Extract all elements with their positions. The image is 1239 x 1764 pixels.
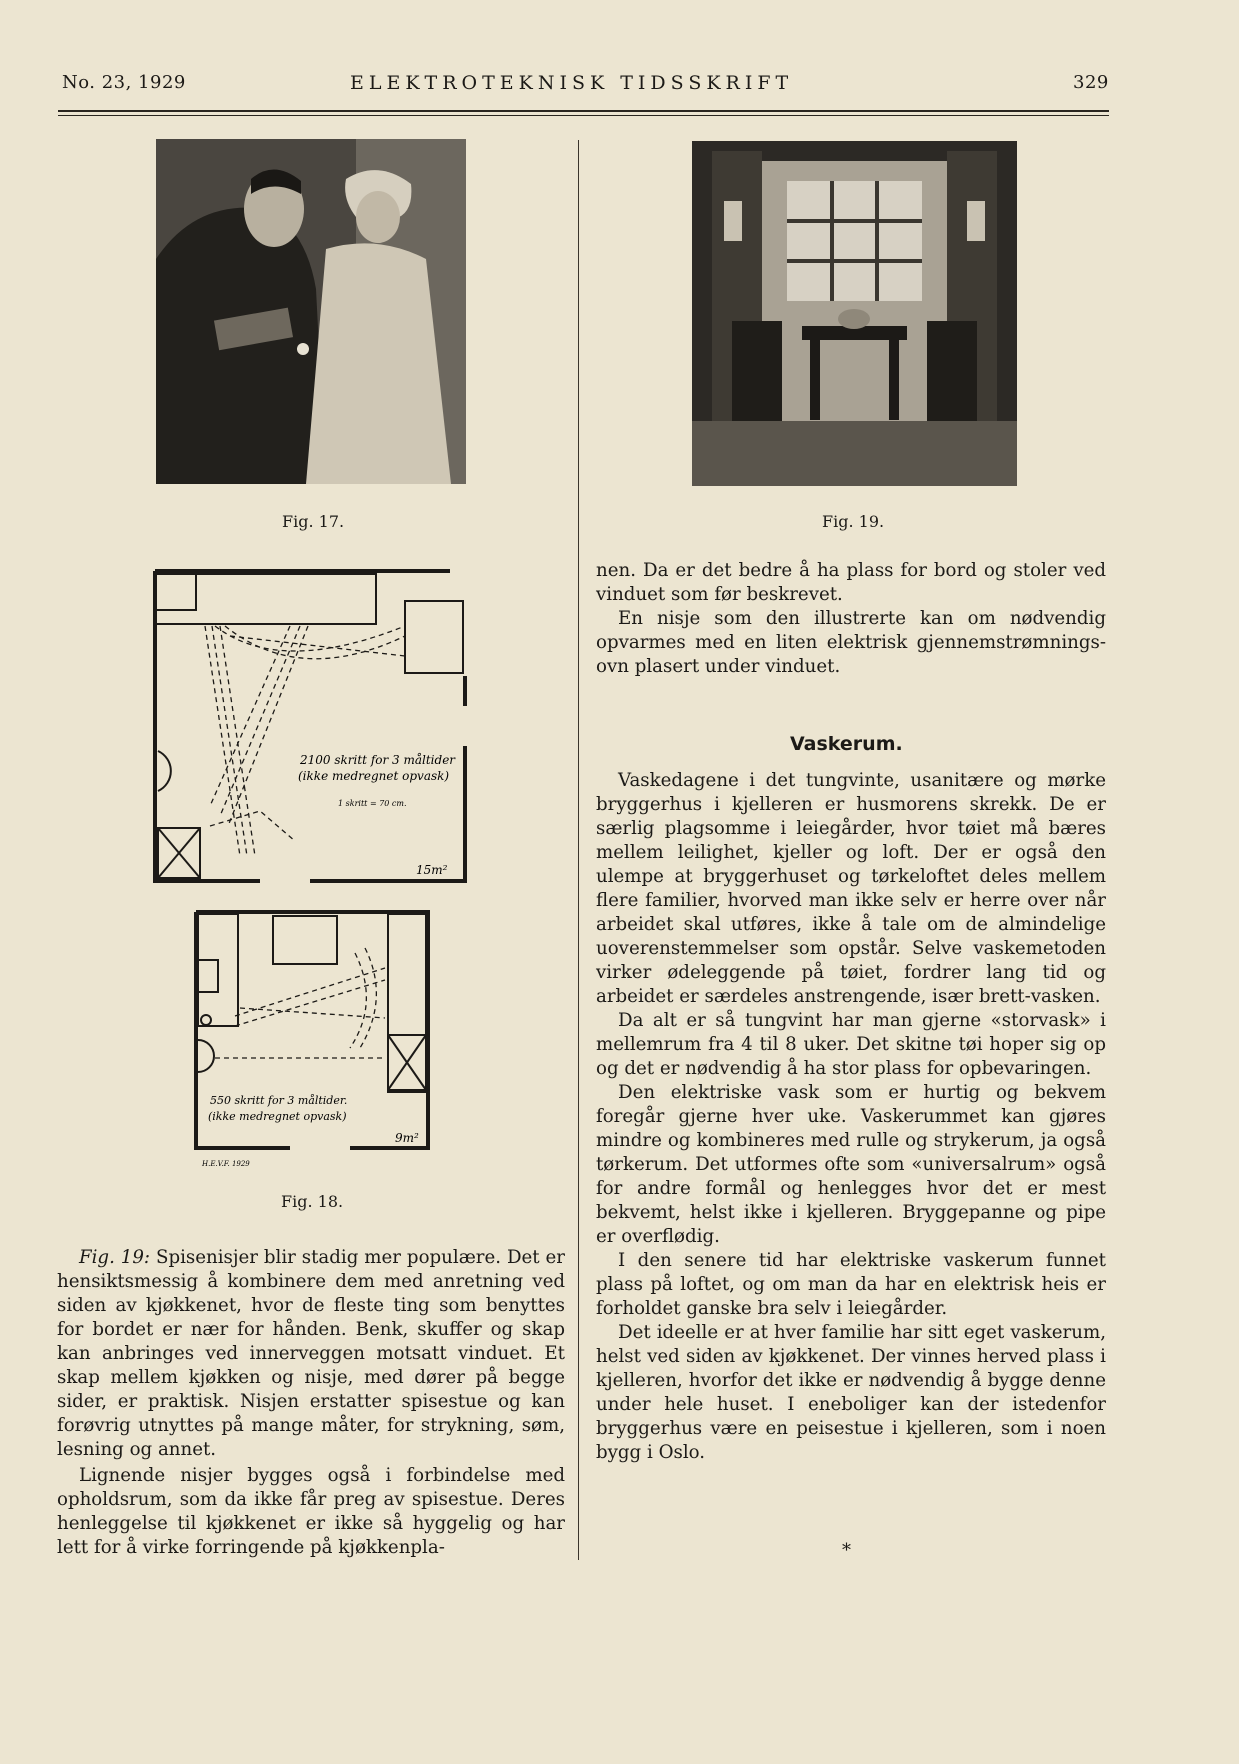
right-paragraph-4: Da alt er så tungvint har man gjerne «storvask» i mellemrum fra 4 til 8 uker. Det skitne tøi hoper sig op og det er nødvendig å ha stor plass for opbevaringen. (596, 1010, 1106, 1079)
plan-small-credit: H.E.V.F. 1929 (202, 1160, 250, 1168)
fig17-caption: Fig. 17. (282, 512, 345, 531)
right-paragraph-1: nen. Da er det bedre å ha plass for bord og stoler ved vinduet som før beskrevet. (596, 560, 1106, 605)
plan-large-scale: 1 skritt = 70 cm. (338, 799, 407, 808)
plan-large-area: 15m² (416, 863, 448, 877)
fig19-caption: Fig. 19. (822, 512, 885, 531)
plan-small-label-1: 550 skritt for 3 måltider. (210, 1094, 348, 1107)
right-paragraph-7: Det ideelle er at hver familie har sitt eget vaskerum, helst ved siden av kjøkkenet. Der vinnes herved plass i kjelleren, hvorfor det ikke er nødvendig å bygge denne under hele huset. I eneboliger kan der istedenfor bryggerhus være en peisestue i kjelleren, som i noen bygg i Oslo. (596, 1322, 1106, 1463)
fig18-plan-large (150, 566, 480, 886)
issue-number: No. 23, 1929 (62, 72, 186, 93)
page-number: 329 (1073, 72, 1109, 93)
right-column-text (596, 769, 1106, 1465)
right-paragraph-6: I den senere tid har elektriske vaskerum funnet plass på loftet, og om man da har en elektrisk heis er forholdet ganske bra selv i leiegårder. (596, 1250, 1106, 1319)
plan-large-label-2: (ikke medregnet opvask) (298, 769, 450, 783)
column-divider (578, 140, 579, 1560)
journal-title: ELEKTROTEKNISK TIDSSKRIFT (350, 72, 794, 94)
end-mark: * (842, 1540, 851, 1561)
right-paragraph-3: Vaskedagene i det tungvinte, usanitære og mørke bryggerhus i kjelleren er husmorens skrekk. De er særlig plagsomme i leiegårder, hvor tøiet må bæres mellem leilighet, kjeller og loft. Der er også den ulempe at bryggerhuset og tørkeloftet deles mellem flere familier, hvorved man ikke selv er herre over når arbeidet skal utføres, ikke å tale om de almindelige uoverenstemmelser som opstår. Selve vaskemetoden virker ødeleggende på tøiet, fordrer lang tid og arbeidet er særdeles anstrengende, især brett-vasken. (596, 770, 1106, 1007)
plan-small-area: 9m² (395, 1131, 419, 1145)
left-paragraph-1: Fig. 19: Spisenisjer blir stadig mer populære. Det er hensiktsmessig å kombinere dem med anretning ved siden av kjøkkenet, hvor de fleste ting som benyttes for bordet er nær for hånden. Benk, skuffer og skap kan anbringes ved innerveggen motsatt vinduet. Et skap mellem kjøkken og nisje, med dører på begge sider, er praktisk. Nisjen erstatter spisestue og kan forøvrig utnyttes på mange måter, for strykning, søm, lesning og annet. (57, 1247, 565, 1460)
left-paragraph-2: Lignende nisjer bygges også i forbindelse med opholdsrum, som da ikke får preg av spisestue. Deres henleggelse til kjøkkenet er ikke så hyggelig og har lett for å virke forringende på kjøkkenpla- (57, 1465, 565, 1558)
fig19-photograph (692, 141, 1017, 486)
plan-small-label-2: (ikke medregnet opvask) (208, 1110, 347, 1123)
section-heading-vaskerum: Vaskerum. (790, 733, 903, 755)
right-paragraph-5: Den elektriske vask som er hurtig og bekvem foregår gjerne hver uke. Vaskerummet kan gjøres mindre og kombineres med rulle og strykerum, ja også tørkerum. Det utformes ofte som «universalrum» også for andre formål og henlegges hvor det er mest bekvemt, helst ikke i kjelleren. Bryggepanne og pipe er overflødig. (596, 1082, 1106, 1247)
fig18-caption: Fig. 18. (281, 1192, 344, 1211)
fig17-photograph (156, 139, 466, 484)
right-column-top-text (596, 559, 1106, 679)
fig19-label: Fig. 19: (79, 1247, 151, 1268)
fig18-plan-small (190, 908, 440, 1168)
left-column-text (57, 1246, 565, 1560)
right-paragraph-2: En nisje som den illustrerte kan om nødvendig opvarmes med en liten elektrisk gjennemstrømnings-ovn plasert under vinduet. (596, 608, 1106, 677)
header-rule-thin (58, 115, 1109, 116)
header-rule (58, 110, 1109, 112)
plan-large-label-1: 2100 skritt for 3 måltider (300, 753, 456, 767)
